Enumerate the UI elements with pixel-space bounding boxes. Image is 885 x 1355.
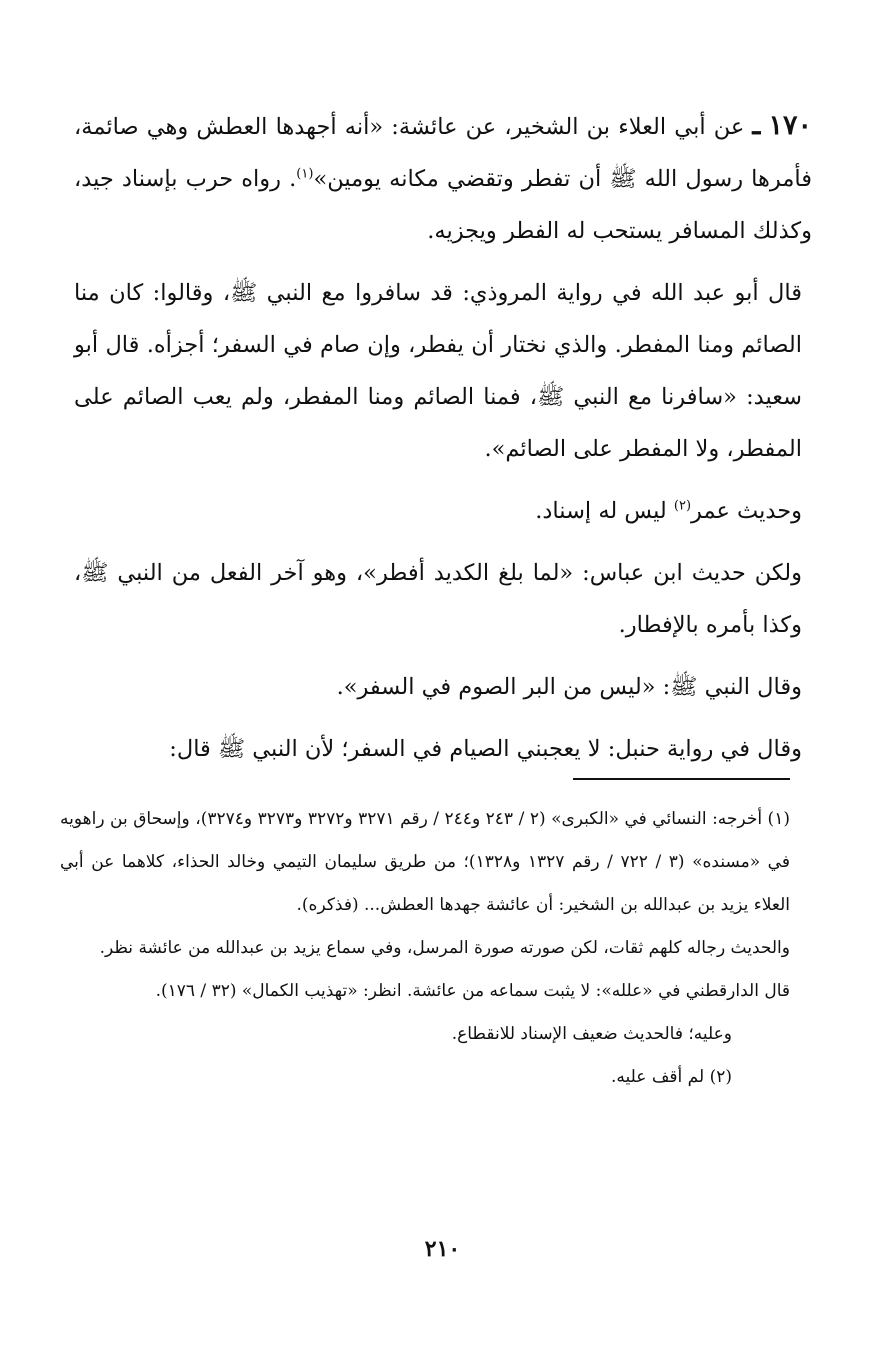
footnote-1-narrators: والحديث رجاله كلهم ثقات، لكن صورته صورة المرسل، وفي سماع يزيد بن عبدالله من عائشة نظر.	[99, 938, 790, 958]
footnote-1-daraqutni: قال الدارقطني في «علله»: لا يثبت سماعه من عائشة. انظر: «تهذيب الكمال» (٣٢ / ١٧٦).	[155, 981, 790, 1001]
paragraph-umar-a: وحديث عمر	[691, 498, 802, 524]
footnotes	[60, 798, 812, 1099]
page-number: ٢١٠	[424, 1236, 461, 1262]
main-text	[74, 100, 812, 785]
hadith-text-a: عن أبي العلاء بن الشخير، عن عائشة: «أنه أجهدها العطش وهي صائمة، فأمرها رسول الله ﷺ أن تفطر وتقضي مكانه يومين»	[74, 114, 812, 192]
paragraph-hanbal: وقال في رواية حنبل: لا يعجبني الصيام في السفر؛ لأن النبي ﷺ قال:	[169, 736, 802, 762]
paragraph-umar-b: ليس له إسناد.	[535, 498, 674, 524]
paragraph-marwazi: قال أبو عبد الله في رواية المروذي: قد سافروا مع النبي ﷺ، وقالوا: كان منا الصائم ومنا المفطر. والذي نختار أن يفطر، وإن صام في السفر؛ أجزأه. قال أبو سعيد: «سافرنا مع النبي ﷺ، فمنا الصائم ومنا المفطر، ولم يعب الصائم على المفطر، ولا المفطر على الصائم».	[74, 280, 802, 462]
footnote-1-conclusion: وعليه؛ فالحديث ضعيف الإسناد للانقطاع.	[451, 1024, 732, 1044]
footnote-separator	[573, 778, 790, 780]
footnote-ref-1[interactable]: (١)	[296, 166, 314, 182]
paragraph-prophet-saying: وقال النبي ﷺ: «ليس من البر الصوم في السفر».	[336, 674, 802, 700]
footnote-1: (١) أخرجه: النسائي في «الكبرى» (٢ / ٢٤٣ و٢٤٤ / رقم ٣٢٧١ و٣٢٧٢ و٣٢٧٣ و٣٢٧٤)، وإسحاق بن راهويه في «مسنده» (٣ / ٧٢٢ / رقم ١٣٢٧ و١٣٢٨)؛ من طريق سليمان التيمي وخالد الحذاء، كلاهما عن أبي العلاء يزيد بن عبدالله بن الشخير: أن عائشة جهدها العطش... (فذكره).	[60, 809, 790, 915]
footnote-2: (٢) لم أقف عليه.	[611, 1067, 732, 1087]
paragraph-ibn-abbas: ولكن حديث ابن عباس: «لما بلغ الكديد أفطر»، وهو آخر الفعل من النبي ﷺ، وكذا بأمره بالإفطار.	[74, 560, 802, 638]
hadith-dash: ـ	[752, 110, 761, 141]
paragraph-umar	[74, 485, 812, 537]
footnote-ref-2[interactable]: (٢)	[673, 498, 692, 514]
hadith-paragraph	[74, 100, 812, 257]
hadith-text-b: . رواه حرب بإسناد جيد، وكذلك المسافر يستحب له الفطر ويجزيه.	[74, 166, 812, 244]
hadith-number: ١٧٠	[768, 110, 813, 141]
